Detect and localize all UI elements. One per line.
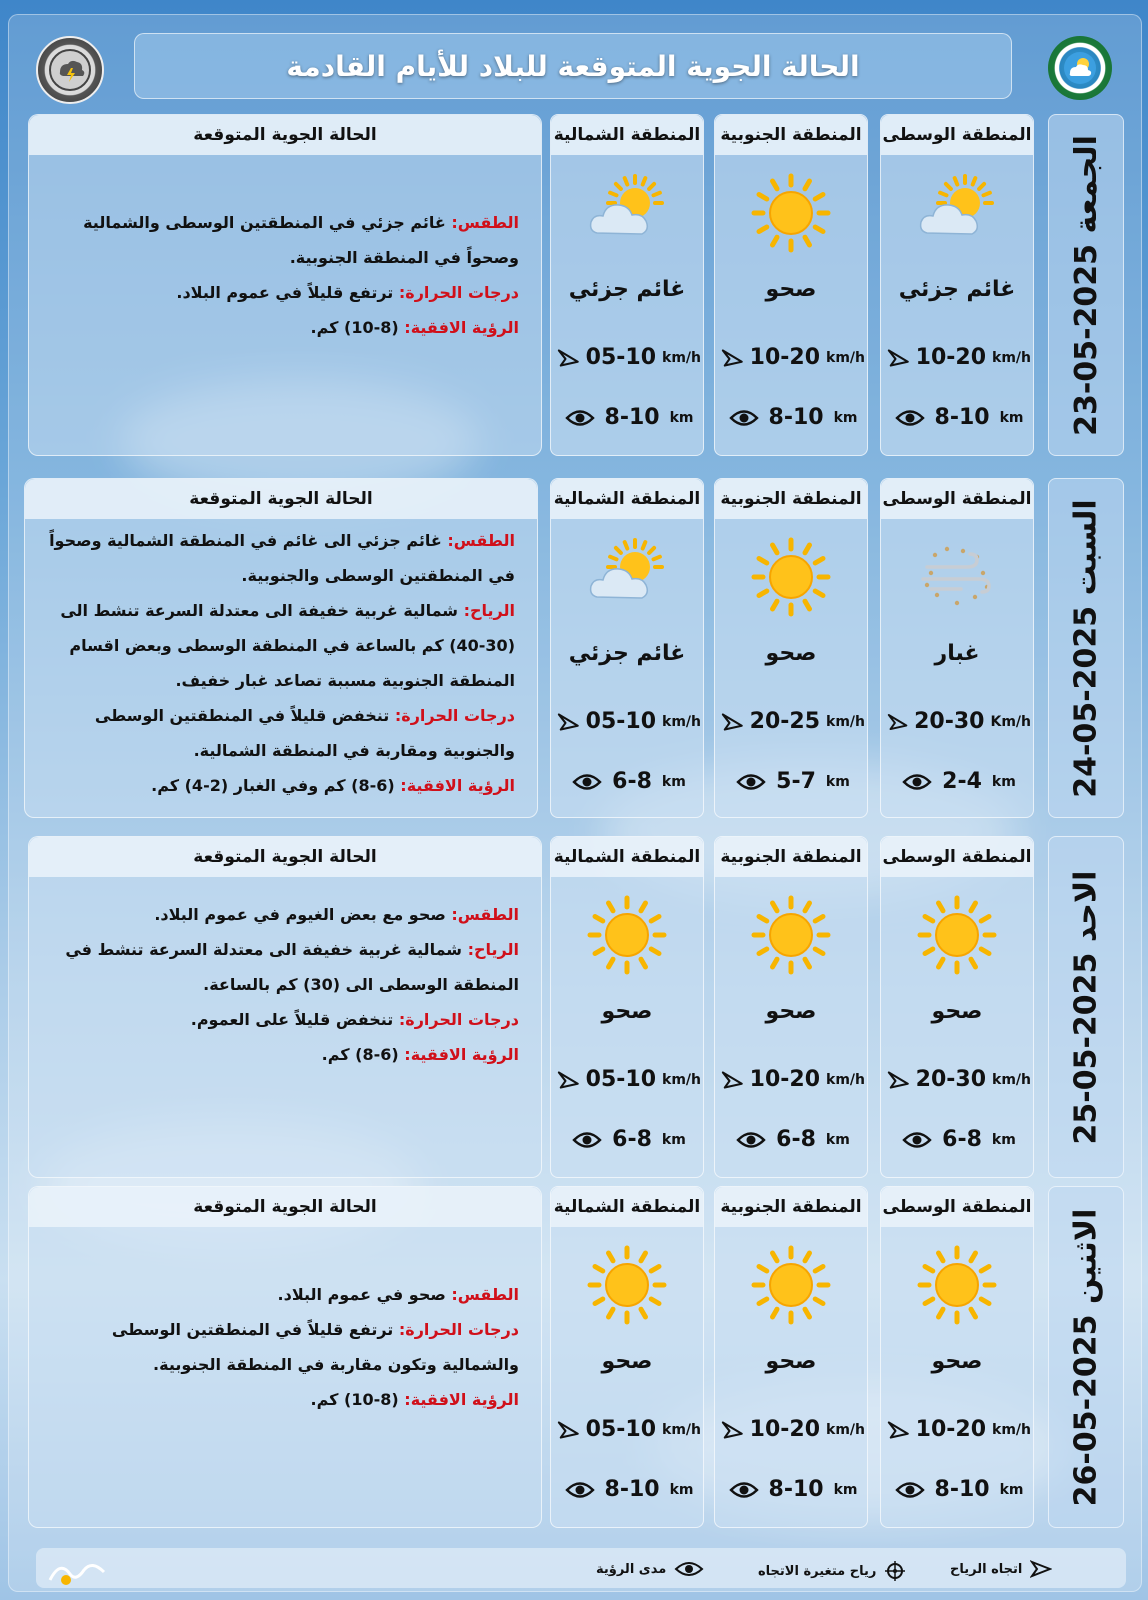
wind-direction-icon xyxy=(721,348,744,368)
wind-speed xyxy=(557,1067,701,1092)
wind-direction-icon xyxy=(721,1420,744,1440)
forecast-description xyxy=(28,836,542,1178)
weather-condition: صحو xyxy=(601,999,653,1024)
visibility xyxy=(721,769,865,794)
region-name: المنطقة الشمالية xyxy=(551,115,703,155)
visibility xyxy=(557,405,701,430)
wind-speed xyxy=(721,345,865,370)
wind-value: 05-10 xyxy=(585,709,657,734)
description-body xyxy=(47,205,519,345)
region-card xyxy=(880,114,1034,456)
wind-direction-icon xyxy=(721,1070,744,1090)
forecast-text: شمالية غربية خفيفة الى معتدلة السرعة تنشط الى (30-40) كم بالساعة في المنطقة الوسطى وبعض اقسام المنطقة الجنوبية مسببة تصاعد غبار خفيف. xyxy=(60,601,515,690)
visibility-unit: km xyxy=(991,773,1016,790)
eye-icon xyxy=(674,1560,704,1578)
partly-cloudy-icon xyxy=(917,173,997,253)
forecast-paragraph xyxy=(47,205,519,275)
forecast-text: غائم جزئي في المنطقتين الوسطى والشمالية وصحواً في المنطقة الجنوبية. xyxy=(83,213,519,267)
wind-direction-icon xyxy=(557,1070,580,1090)
forecast-label: الرياح: xyxy=(463,601,515,620)
visibility xyxy=(557,1127,701,1152)
wind-value: 10-20 xyxy=(915,1417,987,1442)
forecast-paragraph xyxy=(43,593,515,698)
forecast-text: تنخفض قليلاً في المنطقتين الوسطى والجنوبية ومقاربة في المنطقة الشمالية. xyxy=(94,706,515,760)
description-title: الحالة الجوية المتوقعة xyxy=(29,115,541,155)
description-title: الحالة الجوية المتوقعة xyxy=(29,837,541,877)
forecast-description xyxy=(24,478,538,818)
forecast-paragraph xyxy=(47,932,519,1002)
forecast-description xyxy=(28,1186,542,1528)
visibility-unit: km xyxy=(825,773,850,790)
forecast-label: الرياح: xyxy=(467,940,519,959)
region-card xyxy=(880,478,1034,818)
partly-cloudy-icon xyxy=(587,173,667,253)
eye-icon xyxy=(902,772,932,792)
forecast-paragraph xyxy=(47,897,519,932)
wind-value: 05-10 xyxy=(585,345,657,370)
wind-speed xyxy=(557,345,701,370)
region-name: المنطقة الوسطى xyxy=(881,1187,1033,1227)
signature-icon xyxy=(46,1550,116,1590)
weather-condition: صحو xyxy=(765,277,817,302)
wind-unit: km/h xyxy=(662,1421,701,1438)
eye-icon xyxy=(572,772,602,792)
wind-direction-icon xyxy=(557,348,580,368)
forecast-text: ترتفع قليلاً في عموم البلاد. xyxy=(176,283,399,302)
weather-condition: صحو xyxy=(765,1349,817,1374)
visibility-unit: km xyxy=(669,1481,694,1498)
forecast-paragraph xyxy=(43,698,515,768)
description-body xyxy=(47,1277,519,1417)
description-title: الحالة الجوية المتوقعة xyxy=(29,1187,541,1227)
visibility xyxy=(721,1477,865,1502)
forecast-label: درجات الحرارة: xyxy=(398,1320,519,1339)
day-date: الاحد 2025-05-25 xyxy=(1048,836,1124,1178)
visibility-value: 8-10 xyxy=(768,405,824,430)
forecast-label: الرؤية الافقية: xyxy=(404,318,519,337)
region-card xyxy=(880,1186,1034,1528)
visibility-value: 8-10 xyxy=(604,1477,660,1502)
sun-icon xyxy=(917,1245,997,1325)
wind-value: 10-20 xyxy=(749,1417,821,1442)
visibility xyxy=(887,769,1031,794)
region-name: المنطقة الجنوبية xyxy=(715,479,867,519)
forecast-label: درجات الحرارة: xyxy=(398,283,519,302)
region-name: المنطقة الجنوبية xyxy=(715,837,867,877)
lightning-cloud-icon xyxy=(48,48,92,92)
legend-visibility: مدى الرؤية xyxy=(596,1560,704,1578)
forecast-label: الطقس: xyxy=(451,213,519,232)
visibility-unit: km xyxy=(661,1131,686,1148)
page-title: الحالة الجوية المتوقعة للبلاد للأيام القادمة xyxy=(134,33,1012,99)
visibility xyxy=(557,1477,701,1502)
wind-speed xyxy=(887,1067,1031,1092)
description-title: الحالة الجوية المتوقعة xyxy=(25,479,537,519)
wind-value: 20-30 xyxy=(915,1067,987,1092)
wind-value: 20-30 xyxy=(914,709,985,734)
forecast-text: (8-10) كم. xyxy=(310,1390,405,1409)
weather-condition: غائم جزئي xyxy=(568,641,686,666)
wind-speed xyxy=(721,709,865,734)
forecast-paragraph xyxy=(43,768,515,803)
forecast-text: (6-8) كم وفي الغبار (2-4) كم. xyxy=(151,776,401,795)
visibility-unit: km xyxy=(661,773,686,790)
wind-unit: km/h xyxy=(662,1071,701,1088)
dust-icon xyxy=(917,537,997,617)
weather-condition: صحو xyxy=(765,999,817,1024)
wind-unit: km/h xyxy=(662,349,701,366)
wind-direction-icon xyxy=(1030,1560,1052,1578)
sun-icon xyxy=(587,1245,667,1325)
wind-value: 10-20 xyxy=(915,345,987,370)
weather-condition: غبار xyxy=(934,641,980,666)
visibility-value: 6-8 xyxy=(942,1127,982,1152)
wind-speed xyxy=(887,709,1031,734)
visibility-value: 8-10 xyxy=(604,405,660,430)
forecast-description xyxy=(28,114,542,456)
eye-icon xyxy=(895,1480,925,1500)
visibility xyxy=(721,405,865,430)
forecast-text: تنخفض قليلاً على العموم. xyxy=(190,1010,399,1029)
partly-cloudy-icon xyxy=(587,537,667,617)
region-card xyxy=(550,836,704,1178)
sun-icon xyxy=(751,895,831,975)
forecast-label: الطقس: xyxy=(451,905,519,924)
wind-speed xyxy=(887,1417,1031,1442)
eye-icon xyxy=(736,1130,766,1150)
meteorology-logo xyxy=(36,36,104,104)
visibility-value: 6-8 xyxy=(612,1127,652,1152)
forecast-text: صحو في عموم البلاد. xyxy=(277,1285,452,1304)
forecast-paragraph xyxy=(43,523,515,593)
wind-unit: km/h xyxy=(826,349,865,366)
cloud-emblem-icon xyxy=(1063,51,1097,85)
weather-condition: غائم جزئي xyxy=(568,277,686,302)
wind-speed xyxy=(557,1417,701,1442)
visibility xyxy=(887,405,1031,430)
eye-icon xyxy=(729,1480,759,1500)
variable-wind-icon xyxy=(884,1560,906,1582)
wind-speed xyxy=(721,1067,865,1092)
forecast-paragraph xyxy=(47,310,519,345)
forecast-text: (8-10) كم. xyxy=(310,318,405,337)
region-name: المنطقة الوسطى xyxy=(881,479,1033,519)
description-body xyxy=(47,897,519,1072)
region-name: المنطقة الجنوبية xyxy=(715,115,867,155)
eye-icon xyxy=(565,408,595,428)
wind-value: 05-10 xyxy=(585,1067,657,1092)
eye-icon xyxy=(902,1130,932,1150)
visibility xyxy=(721,1127,865,1152)
description-body xyxy=(43,523,515,803)
wind-direction-icon xyxy=(721,712,744,732)
wind-unit: km/h xyxy=(992,1071,1031,1088)
wind-direction-icon xyxy=(557,712,580,732)
region-name: المنطقة الشمالية xyxy=(551,837,703,877)
region-card xyxy=(714,1186,868,1528)
forecast-paragraph xyxy=(47,1002,519,1037)
region-name: المنطقة الوسطى xyxy=(881,837,1033,877)
visibility-value: 6-8 xyxy=(776,1127,816,1152)
forecast-label: الطقس: xyxy=(447,531,515,550)
wind-value: 10-20 xyxy=(749,345,821,370)
wind-unit: km/h xyxy=(662,713,701,730)
wind-speed xyxy=(887,345,1031,370)
wind-unit: km/h xyxy=(992,349,1031,366)
wind-unit: km/h xyxy=(992,1421,1031,1438)
weather-condition: غائم جزئي xyxy=(898,277,1016,302)
visibility-value: 8-10 xyxy=(768,1477,824,1502)
eye-icon xyxy=(895,408,925,428)
authority-logo xyxy=(1048,36,1112,100)
wind-direction-icon xyxy=(557,1420,580,1440)
sun-icon xyxy=(751,537,831,617)
eye-icon xyxy=(729,408,759,428)
forecast-label: درجات الحرارة: xyxy=(398,1010,519,1029)
region-card xyxy=(714,114,868,456)
region-name: المنطقة الشمالية xyxy=(551,479,703,519)
sun-icon xyxy=(917,895,997,975)
visibility-value: 8-10 xyxy=(934,1477,990,1502)
region-name: المنطقة الشمالية xyxy=(551,1187,703,1227)
wind-value: 20-25 xyxy=(749,709,821,734)
wind-direction-icon xyxy=(887,348,910,368)
region-card xyxy=(880,836,1034,1178)
wind-unit: km/h xyxy=(826,1421,865,1438)
legend-variable-wind: رياح متغيرة الاتجاه xyxy=(758,1560,906,1582)
visibility-unit: km xyxy=(999,1481,1024,1498)
sun-icon xyxy=(587,895,667,975)
visibility-value: 6-8 xyxy=(612,769,652,794)
weather-condition: صحو xyxy=(931,999,983,1024)
eye-icon xyxy=(572,1130,602,1150)
region-card xyxy=(714,836,868,1178)
weather-condition: صحو xyxy=(765,641,817,666)
wind-speed xyxy=(557,709,701,734)
forecast-paragraph xyxy=(47,1382,519,1417)
forecast-paragraph xyxy=(47,275,519,310)
forecast-text: شمالية غربية خفيفة الى معتدلة السرعة تنشط في المنطقة الوسطى الى (30) كم بالساعة. xyxy=(65,940,519,994)
region-name: المنطقة الوسطى xyxy=(881,115,1033,155)
eye-icon xyxy=(736,772,766,792)
forecast-label: الرؤية الافقية: xyxy=(404,1045,519,1064)
wind-speed xyxy=(721,1417,865,1442)
day-date: الجمعة 2025-05-23 xyxy=(1048,114,1124,456)
visibility xyxy=(887,1127,1031,1152)
region-card xyxy=(550,114,704,456)
day-date: الاثنين 2025-05-26 xyxy=(1048,1186,1124,1528)
region-name: المنطقة الجنوبية xyxy=(715,1187,867,1227)
visibility-unit: km xyxy=(833,1481,858,1498)
visibility xyxy=(887,1477,1031,1502)
sun-icon xyxy=(751,173,831,253)
forecast-text: غائم جزئي الى غائم في المنطقة الشمالية وصحواً في المنطقتين الوسطى والجنوبية. xyxy=(49,531,515,585)
visibility-unit: km xyxy=(833,409,858,426)
wind-unit: Km/h xyxy=(990,713,1031,730)
forecast-label: الرؤية الافقية: xyxy=(400,776,515,795)
region-card xyxy=(550,478,704,818)
forecast-paragraph xyxy=(47,1037,519,1072)
wind-direction-icon xyxy=(887,1070,910,1090)
day-date: السبت 2025-05-24 xyxy=(1048,478,1124,818)
sun-icon xyxy=(751,1245,831,1325)
forecast-text: (6-8) كم. xyxy=(321,1045,405,1064)
forecast-label: درجات الحرارة: xyxy=(394,706,515,725)
visibility-unit: km xyxy=(999,409,1024,426)
visibility-unit: km xyxy=(991,1131,1016,1148)
wind-unit: km/h xyxy=(826,713,865,730)
region-card xyxy=(550,1186,704,1528)
wind-direction-icon xyxy=(887,1420,910,1440)
forecast-text: ترتفع قليلاً في المنطقتين الوسطى والشمالية وتكون مقاربة في المنطقة الجنوبية. xyxy=(111,1320,519,1374)
visibility xyxy=(557,769,701,794)
forecast-label: الرؤية الافقية: xyxy=(404,1390,519,1409)
visibility-unit: km xyxy=(825,1131,850,1148)
forecast-label: الطقس: xyxy=(451,1285,519,1304)
wind-direction-icon xyxy=(887,712,908,732)
visibility-unit: km xyxy=(669,409,694,426)
wind-unit: km/h xyxy=(826,1071,865,1088)
wind-value: 10-20 xyxy=(749,1067,821,1092)
visibility-value: 8-10 xyxy=(934,405,990,430)
forecast-paragraph xyxy=(47,1277,519,1312)
weather-condition: صحو xyxy=(601,1349,653,1374)
eye-icon xyxy=(565,1480,595,1500)
region-card xyxy=(714,478,868,818)
visibility-value: 5-7 xyxy=(776,769,816,794)
wind-value: 05-10 xyxy=(585,1417,657,1442)
legend-wind-direction: اتجاه الرياح xyxy=(950,1560,1052,1578)
weather-condition: صحو xyxy=(931,1349,983,1374)
forecast-paragraph xyxy=(47,1312,519,1382)
visibility-value: 2-4 xyxy=(942,769,982,794)
forecast-text: صحو مع بعض الغيوم في عموم البلاد. xyxy=(154,905,452,924)
